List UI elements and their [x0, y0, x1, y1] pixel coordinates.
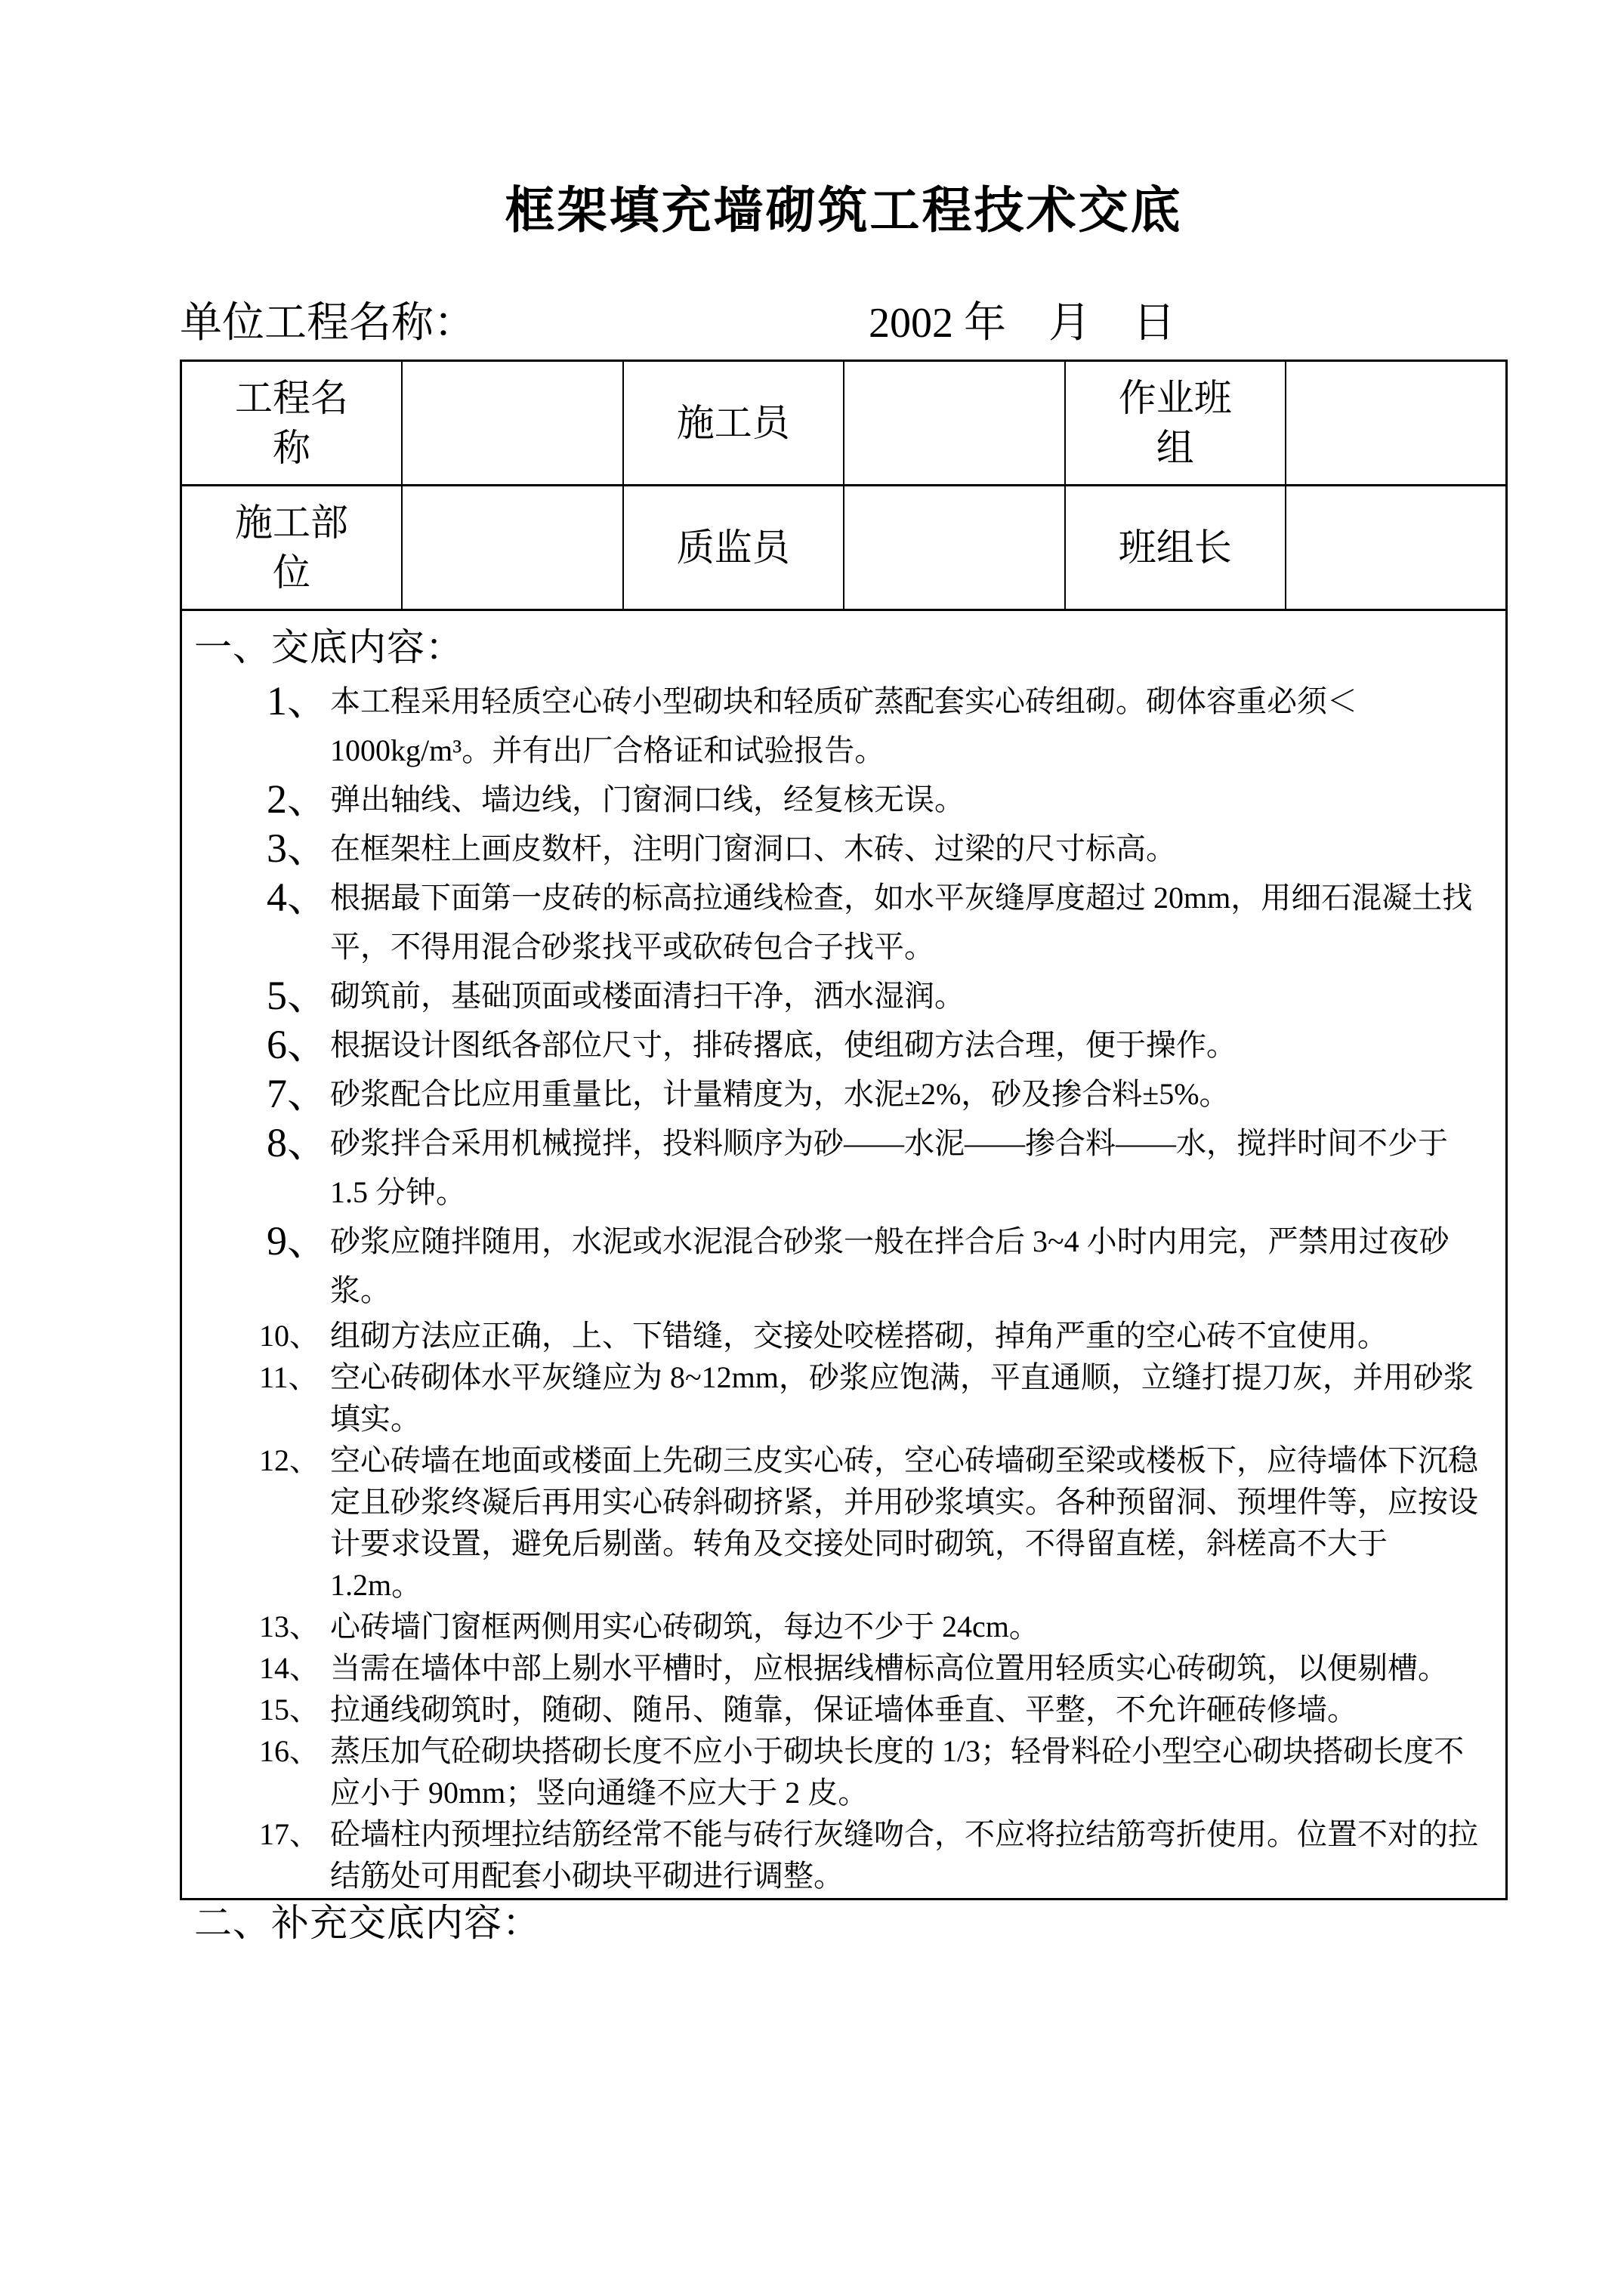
list-item: [259, 1315, 1484, 1356]
list-item: [267, 824, 1484, 873]
unit-project-line: [180, 293, 1624, 353]
item-text: 当需在墙体中部上剔水平槽时，应根据线槽标高位置用轻质实心砖砌筑，以便剔槽。: [330, 1651, 1448, 1685]
item-text: 蒸压加气砼砌块搭砌长度不应小于砌块长度的 1/3；轻骨料砼小型空心砌块搭砌长度不应小于 90mm；竖向通缝不应大于 2 皮。: [330, 1734, 1465, 1810]
table-cell-team-leader-value: [1286, 486, 1507, 610]
item-text: 本工程采用轻质空心砖小型砌块和轻质矿蒸配套实心砖组砌。砌体容重必须＜1000kg/m³。并有出厂合格证和试验报告。: [330, 684, 1357, 767]
list-item: [259, 1730, 1484, 1813]
item-text: 砂浆配合比应用重量比，计量精度为，水泥±2%，砂及掺合料±5%。: [330, 1077, 1230, 1111]
list-item: [267, 1119, 1484, 1217]
list-item: [267, 677, 1484, 775]
table-row: [181, 486, 1507, 610]
item-text: 砂浆拌合采用机械搅拌，投料顺序为砂——水泥——掺合料——水，搅拌时间不少于 1.5 分钟。: [330, 1126, 1448, 1209]
table-cell-quality-inspector-value: [844, 486, 1065, 610]
unit-project-label: 单位工程名称：: [180, 300, 476, 347]
document-title: 框架填充墙砌筑工程技术交底: [505, 184, 1183, 239]
list-item: [267, 971, 1484, 1020]
table-cell-constructor-label: 施工员: [623, 361, 844, 486]
item-number: 4、: [267, 875, 328, 920]
item-text: 根据设计图纸各部位尺寸，排砖撂底，使组砌方法合理，便于操作。: [330, 1028, 1237, 1062]
item-number: 13、: [259, 1609, 320, 1643]
table-cell-constructor-value: [844, 361, 1065, 486]
item-number: 10、: [259, 1319, 320, 1353]
table-row: [181, 361, 1507, 486]
item-text: 空心砖墙在地面或楼面上先砌三皮实心砖，空心砖墙砌至梁或楼板下，应待墙体下沉稳定且砂浆终凝后再用实心砖斜砌挤紧，并用砂浆填实。各种预留洞、预埋件等，应按设计要求设置，避免后剔凿。转角及交接处同时砌筑，不得留直槎，斜槎高不大于 1.2m。: [330, 1443, 1478, 1602]
table-cell-team-leader-label: 班组长: [1065, 486, 1286, 610]
table-cell-construction-part-value: [402, 486, 623, 610]
table-cell-quality-inspector-label: 质监员: [623, 486, 844, 610]
list-item: [259, 1440, 1484, 1606]
item-number: 11、: [259, 1360, 319, 1394]
list-item: [259, 1356, 1484, 1440]
item-text: 砌筑前，基础顶面或楼面清扫干净，洒水湿润。: [330, 979, 965, 1013]
item-number: 3、: [267, 826, 328, 871]
table-cell-work-team-value: [1286, 361, 1507, 486]
item-text: 根据最下面第一皮砖的标高拉通线检查，如水平灰缝厚度超过 20mm，用细石混凝土找平，不得用混合砂浆找平或砍砖包合子找平。: [330, 881, 1473, 964]
list-item: [259, 1647, 1484, 1689]
item-text: 空心砖砌体水平灰缝应为 8~12mm，砂浆应饱满，平直通顺，立缝打提刀灰，并用砂浆填实。: [330, 1360, 1474, 1436]
item-number: 5、: [267, 973, 328, 1018]
list-item: [259, 1606, 1484, 1647]
list-item: [259, 1689, 1484, 1730]
item-number: 16、: [259, 1734, 320, 1768]
item-text: 砂浆应随拌随用，水泥或水泥混合砂浆一般在拌合后 3~4 小时内用完，严禁用过夜砂浆。: [330, 1224, 1450, 1307]
section2-heading: 二、补充交底内容：: [194, 1902, 541, 1944]
item-text: 在框架柱上画皮数杆，注明门窗洞口、木砖、过梁的尺寸标高。: [330, 832, 1176, 866]
list-item: [267, 1069, 1484, 1119]
disclosure-content-box: [180, 609, 1508, 1944]
section1-heading: 一、交底内容：: [194, 626, 464, 668]
table-cell-work-team-label: 作业班组: [1065, 361, 1286, 486]
header-info-table: [180, 360, 1508, 611]
table-cell-project-name-value: [402, 361, 623, 486]
item-text: 拉通线砌筑时，随砌、随吊、随靠，保证墙体垂直、平整，不允许砸砖修墙。: [330, 1693, 1357, 1727]
item-text: 砼墙柱内预埋拉结筋经常不能与砖行灰缝吻合，不应将拉结筋弯折使用。位置不对的拉结筋处可用配套小砌块平砌进行调整。: [330, 1817, 1478, 1893]
item-number: 2、: [267, 776, 328, 822]
date-value: 2002 年 月 日: [869, 300, 1175, 347]
item-number: 17、: [259, 1817, 320, 1851]
item-number: 9、: [267, 1218, 328, 1264]
item-text: 心砖墙门窗框两侧用实心砖砌筑，每边不少于 24cm。: [330, 1609, 1039, 1643]
item-text: 弹出轴线、墙边线，门窗洞口线，经复核无误。: [330, 782, 965, 816]
table-cell-project-name-label: 工程名称: [181, 361, 403, 486]
item-number: 6、: [267, 1022, 328, 1067]
list-item: [267, 1217, 1484, 1315]
item-number: 1、: [267, 678, 328, 724]
item-number: 12、: [259, 1443, 320, 1477]
table-cell-construction-part-label: 施工部位: [181, 486, 403, 610]
item-number: 14、: [259, 1651, 320, 1685]
list-item: [267, 873, 1484, 971]
list-item: [267, 1020, 1484, 1069]
item-number: 7、: [267, 1071, 328, 1116]
list-item: [259, 1813, 1484, 1896]
list-item: [267, 775, 1484, 824]
item-number: 8、: [267, 1120, 328, 1165]
item-number: 15、: [259, 1693, 320, 1727]
disclosure-items-list: [259, 677, 1484, 1896]
item-text: 组砌方法应正确，上、下错缝，交接处咬槎搭砌，掉角严重的空心砖不宜使用。: [330, 1319, 1388, 1353]
